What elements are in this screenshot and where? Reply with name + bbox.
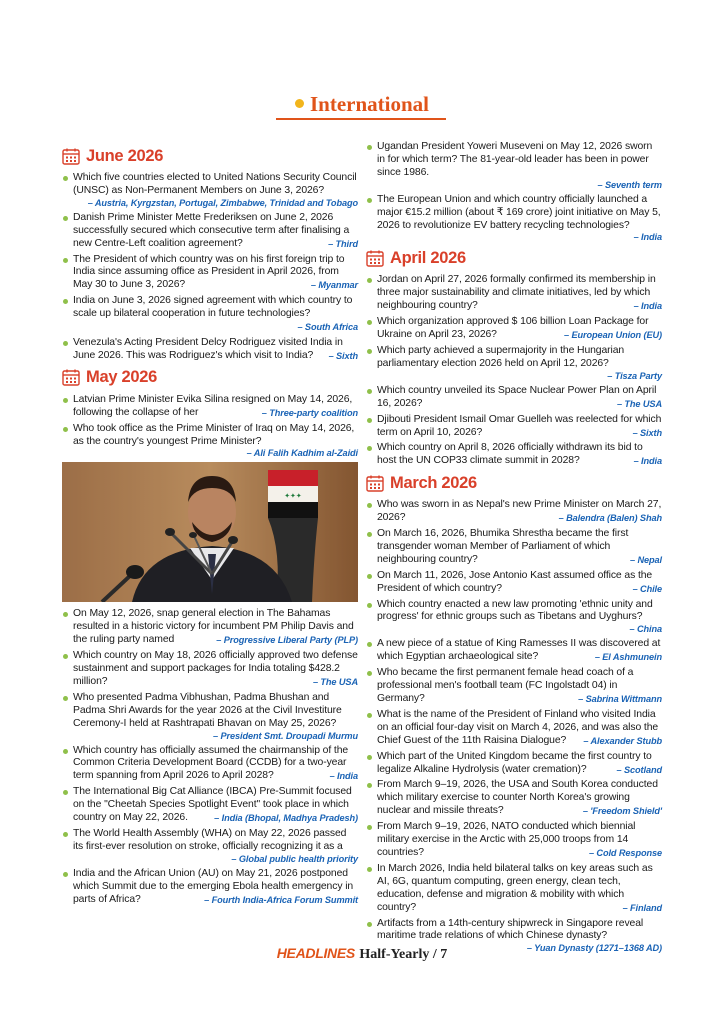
question-item: India and the African Union (AU) on May 21, 2026 postponed which Summit due to the emerging Ebola health emergency in parts of Africa? – Fourth India-Africa Forum Summit — [62, 868, 358, 907]
calendar-icon — [62, 148, 80, 165]
question-item: Who presented Padma Vibhushan, Padma Bhushan and Padma Shri Awards for the year 2026 at the Civil Investiture Ceremony-I held at Rashtrapati Bhavan on May 25, 2026? – President Smt. Droupadi Murmu — [62, 692, 358, 742]
footer-brand: HEADLINES — [276, 945, 355, 961]
svg-text:✦✦✦: ✦✦✦ — [284, 492, 302, 501]
answer: – Three-party coalition — [262, 407, 358, 420]
calendar-icon — [62, 369, 80, 386]
answer: – Sixth — [633, 427, 662, 440]
bullet-dot-icon — [295, 99, 304, 108]
question-item: Who was sworn in as Nepal's new Prime Minister on March 27, 2026? – Balendra (Balen) Shah — [366, 499, 662, 525]
answer: – China — [377, 624, 662, 635]
question-item: Artifacts from a 14th-century shipwreck in Singapore reveal maritime trade relations of which Chinese dynasty? – Yuan Dynasty (1271–1368 AD) — [366, 918, 662, 955]
answer: – India — [377, 232, 662, 243]
answer: – Yuan Dynasty (1271–1368 AD) — [377, 943, 662, 954]
answer: – Third — [328, 238, 358, 251]
question-item: Which country on May 18, 2026 officially approved two defense sustainment and support packages for India totaling $428.2 million? – The USA — [62, 650, 358, 689]
question-item: Ugandan President Yoweri Museveni on May 12, 2026 sworn in for which term? The 81-year-old leader has been in power since 1986. – Seventh term — [366, 141, 662, 191]
month-heading-june — [62, 144, 358, 168]
question-item: India on June 3, 2026 signed agreement with which country to scale up bilateral cooperation in future technologies? – South Africa — [62, 295, 358, 334]
page-footer — [0, 945, 724, 963]
answer: – 'Freedom Shield' — [583, 805, 662, 818]
question-item: Which organization approved $ 106 billion Loan Package for Ukraine on April 23, 2026? – European Union (EU) — [366, 316, 662, 342]
month-label: June 2026 — [86, 146, 164, 165]
answer: – Scotland — [617, 764, 662, 777]
answer: – India (Bhopal, Madhya Pradesh) — [214, 812, 358, 825]
month-heading-march — [366, 471, 662, 495]
question-item: Which country unveiled its Space Nuclear Power Plan on April 16, 2026? – The USA — [366, 385, 662, 411]
question-item: Venezula's Acting President Delcy Rodriguez visited India in June 2026. This was Rodriguez's which visit to India? – Sixth — [62, 337, 358, 363]
month-label: May 2026 — [86, 368, 157, 387]
question-item: A new piece of a statue of King Ramesses II was discovered at which Egyptian archaeological site? – El Ashmunein — [366, 638, 662, 664]
page-title: International — [309, 92, 429, 116]
title-underline — [276, 118, 446, 120]
answer: – President Smt. Droupadi Murmu — [73, 731, 358, 742]
month-heading-april — [366, 246, 662, 270]
footer-page-info: Half-Yearly / 7 — [359, 947, 448, 962]
question-item: From March 9–19, 2026, the USA and South Korea conducted which military exercise to counter North Korea's growing nuclear and missile threats? – 'Freedom Shield' — [366, 779, 662, 818]
answer: – Balendra (Balen) Shah — [559, 512, 662, 525]
left-column — [62, 141, 358, 910]
answer: – India — [634, 300, 662, 313]
question-item: Latvian Prime Minister Evika Silina resigned on May 14, 2026, following the collapse of her – Three-party coalition — [62, 394, 358, 420]
answer: – Finland — [623, 902, 662, 915]
answer: – Tisza Party — [377, 371, 662, 382]
answer: – Nepal — [630, 554, 662, 567]
calendar-icon — [366, 250, 384, 267]
question-item: Djibouti President Ismail Omar Guelleh was reelected for which term on April 10, 2026? – Sixth — [366, 414, 662, 440]
answer: – El Ashmunein — [595, 651, 662, 664]
question-item: On March 16, 2026, Bhumika Shrestha became the first transgender woman Member of Parliament of which neighbouring country? – Nepal — [366, 528, 662, 567]
answer: – Ali Falih Kadhim al-Zaidi — [73, 448, 358, 459]
answer: – Seventh term — [377, 180, 662, 191]
section-title — [0, 92, 724, 117]
question-item: Jordan on April 27, 2026 formally confirmed its membership in three major sustainability and climate initiatives, led by which neighbouring country? – India — [366, 274, 662, 313]
question-item: The President of which country was on his first foreign trip to India since assuming office as President in April 2026, from May 30 to June 3, 2026? – Myanmar — [62, 254, 358, 293]
answer: – Fourth India-Africa Forum Summit — [204, 894, 358, 907]
question-item: On March 11, 2026, Jose Antonio Kast assumed office as the President of which country? – Chile — [366, 570, 662, 596]
answer: – The USA — [313, 676, 358, 689]
answer: – India — [330, 770, 358, 783]
answer: – Sabrina Wittmann — [578, 693, 662, 706]
question-item: On May 12, 2026, snap general election in The Bahamas resulted in a historic victory for incumbent PM Philip Davis and the ruling party named – Progressive Liberal Party (PLP) — [62, 608, 358, 647]
question-item: The International Big Cat Alliance (IBCA) Pre-Summit focused on the "Cheetah Species Spotlight Event" took place in which country on May 22, 2026. – India (Bhopal, Madhya Pradesh) — [62, 786, 358, 825]
answer: – European Union (EU) — [564, 329, 662, 342]
question-item: Which five countries elected to United Nations Security Council (UNSC) as Non-Permanent Members on June 3, 2026? – Austria, Kyrgzstan, Portugal, Zimbabwe, Trinidad and Tobago — [62, 172, 358, 209]
right-column — [366, 141, 662, 957]
question-item: Which party achieved a supermajority in the Hungarian parliamentary election 2026 held on April 12, 2026? – Tisza Party — [366, 345, 662, 382]
answer: – Cold Response — [589, 847, 662, 860]
question-item: What is the name of the President of Finland who visited India on an official four-day visit on March 4, 2026, and was also the Chief Guest of the 11th Raisina Dialogue? – Alexander Stubb — [366, 709, 662, 748]
answer: – Chile — [633, 583, 662, 596]
answer: – Global public health priority — [73, 854, 358, 865]
question-item: Which country has officially assumed the chairmanship of the Common Criteria Development Board (CCDB) for a two-year term spanning from April 2026 to April 2028? – India — [62, 745, 358, 784]
question-item: The World Health Assembly (WHA) on May 22, 2026 passed its first-ever resolution on stroke, officially recognizing it as a – Global public health priority — [62, 828, 358, 865]
question-item: From March 9–19, 2026, NATO conducted which biennial military exercise in the Arctic with 25,000 troops from 14 countries? – Cold Response — [366, 821, 662, 860]
month-label: March 2026 — [390, 473, 477, 492]
answer: – Austria, Kyrgzstan, Portugal, Zimbabwe, Trinidad and Tobago — [73, 198, 358, 209]
answer: – India — [634, 455, 662, 468]
question-item: Which country enacted a new law promoting 'ethnic unity and progress' for ethnic groups such as Tibetans and Uyghurs? – China — [366, 599, 662, 636]
question-item: Which country on April 8, 2026 officially withdrawn its bid to host the UN COP33 climate summit in 2028? – India — [366, 442, 662, 468]
answer: – South Africa — [297, 321, 358, 334]
question-item: The European Union and which country officially launched a major €15.2 million (about ₹ 169 crore) joint initiative on May 5, 2026 to revolutionize EV battery recycling technologies? – India — [366, 194, 662, 244]
calendar-icon — [366, 475, 384, 492]
question-item: Danish Prime Minister Mette Frederiksen on June 2, 2026 successfully secured which consecutive term after finalising a new Centre-Left coalition agreement? – Third — [62, 212, 358, 251]
answer: – The USA — [617, 398, 662, 411]
answer: – Myanmar — [311, 279, 358, 292]
question-item: Who became the first permanent female head coach of a professional men's football team (FC Ingolstadt 04) in Germany? – Sabrina Wittmann — [366, 667, 662, 706]
question-item: In March 2026, India held bilateral talks on key areas such as AI, 6G, quantum computing, green energy, clean tech, education, defense and migration & mobility with which country? – Finland — [366, 863, 662, 915]
news-photo — [62, 462, 358, 602]
month-label: April 2026 — [390, 248, 466, 267]
answer: – Sixth — [329, 350, 358, 363]
answer: – Progressive Liberal Party (PLP) — [216, 634, 358, 647]
question-item: Which part of the United Kingdom became the first country to legalize Alkaline Hydrolysis (water cremation)? – Scotland — [366, 751, 662, 777]
month-heading-may — [62, 366, 358, 390]
answer: – Alexander Stubb — [583, 735, 662, 748]
question-item: Who took office as the Prime Minister of Iraq on May 14, 2026, as the country's youngest Prime Minister? – Ali Falih Kadhim al-Zaidi — [62, 423, 358, 460]
